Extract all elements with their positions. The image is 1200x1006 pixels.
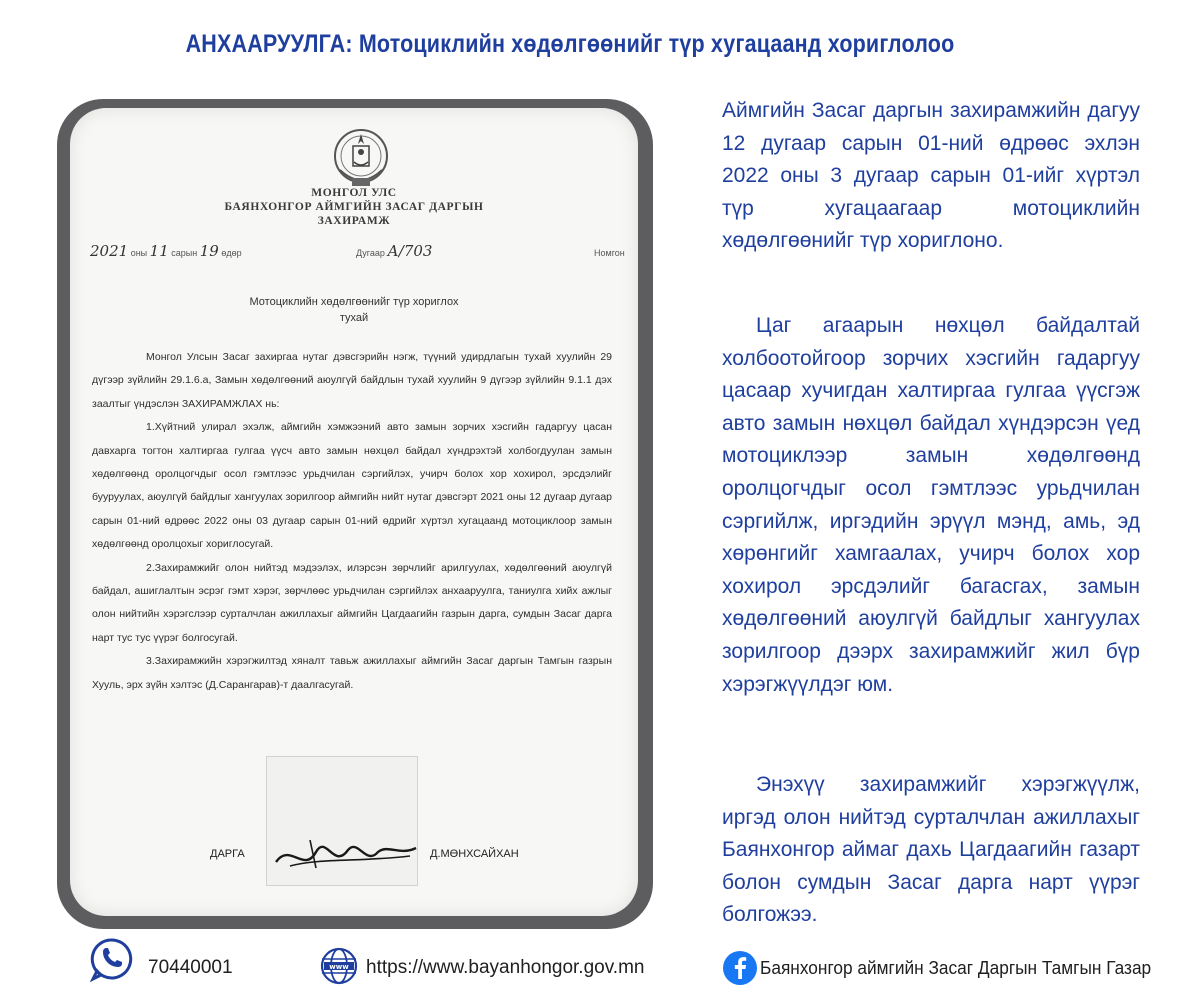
announcement-paragraph-3 xyxy=(722,769,1140,932)
decree-subject xyxy=(70,294,638,326)
announcement-paragraph-1 xyxy=(722,95,1140,258)
country-name: МОНГОЛ УЛС xyxy=(311,187,397,199)
phone-contact[interactable] xyxy=(88,936,233,982)
office-name: БАЯНХОНГОР АЙМГИЙН ЗАСАГ ДАРГЫН xyxy=(224,201,484,213)
whatsapp-icon xyxy=(88,936,134,982)
decree-paragraph: 1.Хүйтний улирал эхэлж, аймгийн хэмжээний авто замын зорчих хэсгийн гадаргуу цасан давхарга тогтон халтиргаа гулгаа үүсч авто замын нөхцөл байдал хүндрэхтэй холбогдуулан замын хөдөлгөөнд оролцогчдыг осол гэмтлээс урьдчилан сэргийлэх, учирч болох хор хохирол, эрсдэлийг бууруулах, аюулгүй байдлыг хангуулах зорилгоор аймгийн нийт нутаг дэвсгэрт 2021 оны 12 дугаар дугаар сарын 01-ний өдрөөс 2022 оны 03 дугаар сарын 01-ний өдрийг хүртэл хугацаанд мотоциклоор замын хөдөлгөөнд оролцохыг хориглосугай. xyxy=(92,421,612,551)
signer-name: Д.МӨНХСАЙХАН xyxy=(430,848,519,860)
signer-title: ДАРГА xyxy=(210,848,245,860)
decree-header xyxy=(70,186,638,228)
paragraph-text: Аймгийн Засаг даргын захирамжийн дагуу 12 дугаар сарын 01-ний өдрөөс эхлэн 2022 оны 3 дугаар сарын 01-ийг хүртэл түр хугацаагаар мотоциклийн хөдөлгөөнийг түр хориглоно. xyxy=(722,99,1140,253)
subject-line-1: Мотоциклийн хөдөлгөөнийг түр хориглох xyxy=(249,296,459,308)
website-link[interactable] xyxy=(318,945,644,987)
facebook-icon xyxy=(722,950,758,986)
number-value: А/703 xyxy=(387,242,433,260)
phone-number: 70440001 xyxy=(148,957,233,978)
facebook-page-link[interactable] xyxy=(722,950,1167,986)
decree-number xyxy=(356,242,432,260)
decree-place: Номгон xyxy=(594,248,625,258)
date-year-suffix: оны xyxy=(130,248,148,258)
decree-body xyxy=(92,346,612,697)
date-month-suffix: сарын xyxy=(171,248,198,258)
number-label: Дугаар xyxy=(356,248,385,258)
decree-paragraph: 2.Захирамжийг олон нийтэд мэдээлэх, илэрсэн зөрчлийг арилгуулах, хөдөлгөөний аюулгүй байдал, ашиглалтын эсрэг гэмт хэрэг, зөрчлөөс урьдчилан сэргийлэх анхааруулга, таниулга хийх ажлыг олон нийтийн хэрэгслээр сурталчлан ажиллахыг аймгийн Цагдаагийн газрын дарга, сумдын Засаг дарга нарт тус тус үүрэг болгосугай. xyxy=(92,561,612,644)
paragraph-text: Энэхүү захирамжийг хэрэгжүүлж, иргэд олон нийтэд сурталчлан ажиллахыг Баянхонгор аймаг дахь Цагдаагийн газарт болон сумдын Засаг дарга нарт үүрэг болгожээ. xyxy=(722,773,1140,927)
website-url: https://www.bayanhongor.gov.mn xyxy=(366,957,645,978)
date-month: 11 xyxy=(149,242,169,260)
state-emblem-icon xyxy=(330,126,392,192)
date-day-suffix: өдөр xyxy=(221,248,242,258)
globe-www-icon xyxy=(318,945,360,987)
decree-date xyxy=(90,242,242,260)
document-type: ЗАХИРАМЖ xyxy=(317,215,391,227)
scanned-decree xyxy=(70,108,638,916)
facebook-page-name: Баянхонгор аймгийн Засаг Даргын Тамгын Газар xyxy=(760,957,1152,978)
date-day: 19 xyxy=(199,242,219,260)
paragraph-text: Цаг агаарын нөхцөл байдалтай холбоотойгоор зорчих хэсгийн гадаргуу цасаар хучигдан халтиргаа гулгаа үүсгэж авто замын нөхцөл байдал хүндэрсэн үед мотоциклээр замын хөдөлгөөнд оролцогчдыг осол гэмтлээс урьдчилан сэргийлж, иргэдийн эрүүл мэнд, амь, эд хөрөнгийг хамгаалах, учирч болох хор хохирол эрсдэлийг багасгах, замын хөдөлгөөний аюулгүй байдлыг хангуулах зорилгоор дээрх захирамжийг жил бүр хэрэгжүүлдэг юм. xyxy=(722,314,1140,696)
date-year: 2021 xyxy=(90,242,129,260)
subject-line-2: тухай xyxy=(339,312,369,324)
decree-paragraph: Монгол Улсын Засаг захиргаа нутаг дэвсгэрийн нэгж, түүний удирдлагын тухай хуулийн 29 дүгээр зүйлийн 29.1.6.а, Замын хөдөлгөөний аюулгүй байдлын тухай хуулийн 9 дүгээр зүйлийн 9.1.1 дэх заалтыг үндэслэн ЗАХИРАМЖЛАХ нь: xyxy=(92,351,612,410)
page-title: АНХААРУУЛГА: Мотоциклийн хөдөлгөөнийг түр хугацаанд хориглолоо xyxy=(185,30,955,58)
decree-paragraph: 3.Захирамжийн хэрэгжилтэд хяналт тавьж ажиллахыг аймгийн Засаг даргын Тамгын газрын Хууль, эрх зүйн хэлтэс (Д.Сарангарав)-т даалгасугай. xyxy=(92,655,612,691)
announcement-paragraph-2 xyxy=(722,310,1140,701)
svg-text:www: www xyxy=(329,963,349,971)
handwritten-signature xyxy=(270,822,420,882)
